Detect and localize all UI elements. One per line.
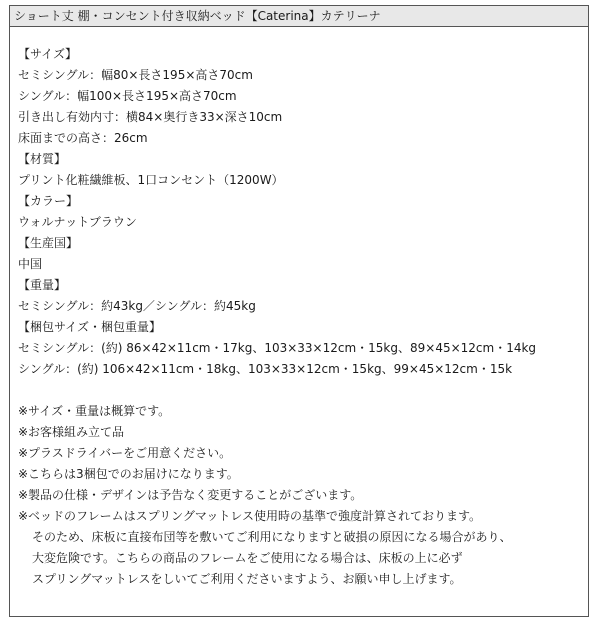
note-continuation-line: そのため、床板に直接布団等を敷いてご利用になりますと破損の原因になる場合があり、 <box>32 530 512 544</box>
product-info-box <box>9 5 589 617</box>
note-line: ※プラスドライバーをご用意ください。 <box>18 446 232 460</box>
spec-line: プリント化粧繊維板、1口コンセント（1200W） <box>18 173 284 187</box>
spec-line: シングル：幅100×長さ195×高さ70cm <box>18 89 237 103</box>
note-line: ※サイズ・重量は概算です。 <box>18 404 171 418</box>
product-details <box>18 44 584 590</box>
spec-line: 【サイズ】 <box>18 47 78 61</box>
note-continuation-line: 大変危険です。こちらの商品のフレームをご使用になる場合は、床板の上に必ず <box>32 551 463 565</box>
spec-line: セミシングル：幅80×長さ195×高さ70cm <box>18 68 253 82</box>
note-line: ※製品の仕様・デザインは予告なく変更することがございます。 <box>18 488 363 502</box>
product-title: ショート丈 棚・コンセント付き収納ベッド【Caterina】カテリーナ <box>10 6 588 27</box>
spacer <box>18 380 584 401</box>
note-line: ※こちらは3梱包でのお届けになります。 <box>18 467 239 481</box>
spec-line: シングル：(約) 106×42×11cm・18kg、103×33×12cm・15kg、99×45×12cm・15k <box>18 362 513 376</box>
spec-line: 【重量】 <box>18 278 67 292</box>
spec-line: 引き出し有効内寸：横84×奥行き33×深さ10cm <box>18 110 283 124</box>
spec-line: 【カラー】 <box>18 194 79 208</box>
spec-line: 【梱包サイズ・梱包重量】 <box>18 320 162 334</box>
spec-line: 床面までの高さ：26cm <box>18 131 148 145</box>
note-line: ※お客様組み立て品 <box>18 425 125 439</box>
spec-line: ウォルナットブラウン <box>18 215 137 229</box>
spec-line: セミシングル：約43kg／シングル：約45kg <box>18 299 256 313</box>
spec-line: 【生産国】 <box>18 236 79 250</box>
note-line: ※ベッドのフレームはスプリングマットレス使用時の基準で強度計算されております。 <box>18 509 482 523</box>
note-continuation-line: スプリングマットレスをしいてご利用くださいますよう、お願い申し上げます。 <box>32 572 462 586</box>
spec-line: 【材質】 <box>18 152 67 166</box>
spec-line: セミシングル：(約) 86×42×11cm・17kg、103×33×12cm・15kg、89×45×12cm・14kg <box>18 341 537 355</box>
spec-line: 中国 <box>18 257 43 271</box>
